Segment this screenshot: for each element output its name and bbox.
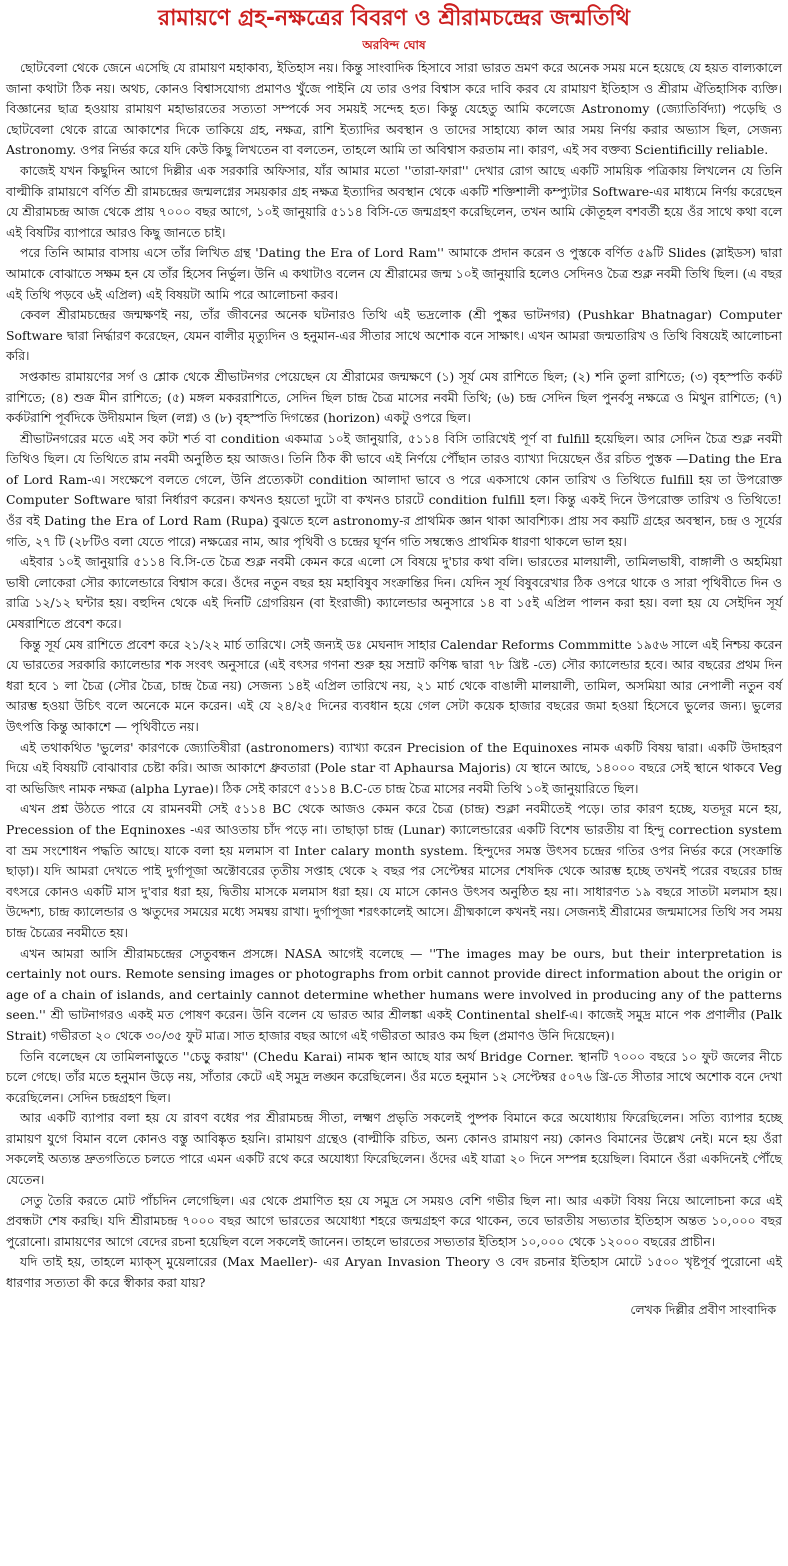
article-title: রামায়ণে গ্রহ-নক্ষত্রের বিবরণ ও শ্রীরামচন্দ্রের জন্মতিথি [158,6,630,31]
paragraph-9: এই তথাকথিত 'ভুলের' কারণকে জ্যোতিষীরা (astronomers) ব্যাখ্যা করেন Precision of the Equinoxes নামক একটি বিষয় দ্বারা। একটি উদাহরণ দিয়ে এই বিষয়টি বোঝাবার চেষ্টা করি। আজ আকাশে ধ্রুবতারা (Pole star বা Aphaursa Majoris) যে স্থানে আছে, ১৪০০০ বছরে সেই স্থানে থাকবে Veg বা অভিজিৎ নামক নক্ষত্র (alpha Lyrae)। ঠিক সেই কারণে ৫১১৪ B.C-তে চান্দ্র চৈত্র মাসের নবমী তিথি ১০ই জানুয়ারিতে ছিল। [6,739,782,796]
paragraph-10: এখন প্রশ্ন উঠতে পারে যে রামনবমী সেই ৫১১৪ BC থেকে আজও কেমন করে চৈত্র (চান্দ্র) শুক্লা নবমীতেই পড়ে। তার কারণ হচ্ছে, যতদূর মনে হয়, Precession of the Eqninoxes -এর আওতায় চাঁদ পড়ে না। তাছাড়া চান্দ্র (Lunar) ক্যালেন্ডারের একটি বিশেষ ভারতীয় বা হিন্দু correction system বা ভ্রম সংশোধন পদ্ধতি আছে। যাকে বলা হয় মলমাস বা Inter calary month system. হিন্দুদের সমস্ত উৎসব চন্দ্রের গতির ওপর নির্ভর করে (সংক্রান্তি ছাড়া)। যদি আমরা দেখতে পাই দুর্গাপূজা অক্টোবরের তৃতীয় সপ্তাহ থেকে ২ বছর পর সেপ্টেম্বর মাসের শেষদিক থেকে আরম্ভ হচ্ছে তখনই পরের বছরের চান্দ্র বৎসরে কোনও একটি মাস দু'বার ধরা হয়, দ্বিতীয় মাসকে মলমাস ধরা হয়। যে মাসে কোনও উৎসব অনুষ্ঠিত হয় না। সাধারণত ১৯ বছরে সাতটা মলমাস হয়। উদ্দেশ্য, চান্দ্র ক্যালেন্ডার ও ঋতুদের সময়ের মধ্যে সমন্বয় রাখা। দুর্গাপূজা শরৎকালেই আসে। গ্রীষ্মকালে কখনই নয়। সেজন্যই শ্রীরামের জন্মমাসের তিথি সব সময় চান্দ্র চৈত্রের নবমীতে হয়। [6,801,782,940]
paragraph-5: সপ্তকান্ড রামায়ণের সর্গ ও শ্লোক থেকে শ্রীভাটনগর পেয়েছেন যে শ্রীরামের জন্মক্ষণে (১) সূর্য মেষ রাশিতে ছিল; (২) শনি তুলা রাশিতে; (৩) বৃহস্পতি কর্কট রাশিতে; (৪) শুক্র মীন রাশিতে; (৫) মঙ্গল মকররাশিতে, সেদিন ছিল চান্দ্র চৈত্র মাসের নবমী তিথি; (৬) চন্দ্র সেদিন ছিল পুনর্বসু নক্ষত্রে ও মিথুন রাশিতে; (৭) কর্কটরাশি পূর্বদিকে উদীয়মান ছিল (লগ্ন) ও (৮) বৃহস্পতি দিগন্তের (horizon) একটু ওপরে ছিল। [6,368,783,426]
paragraph-11: এখন আমরা আসি শ্রীরামচন্দ্রের সেতুবন্ধন প্রসঙ্গে। NASA আগেই বলেছে — ''The images may be ours, but their interpretation is certainly not ours. Remote sensing images or photographs from orbit cannot provide direct information about the origin or age of a chain of islands, and certainly cannot determine whether humans were involved in producing any of the patterns seen.'' শ্রী ভাটনাগরও একই মত পোষণ করেন। উনি বলেন যে ভারত আর শ্রীলঙ্কা একই Continental shelf-এ। কাজেই সমুদ্র মানে পক প্রণালীর (Palk Strait) গভীরতা ২০ থেকে ৩০/৩৫ ফুট মাত্র। সাত হাজার বছর আগে এই গভীরতা আরও কম ছিল (প্রমাণও উনি দিয়েছেন)। [6,945,782,1043]
paragraph-12: তিনি বলেছেন যে তামিলনাড়ুতে ''চেড়ু করায়'' (Chedu Karai) নামক স্থান আছে যার অর্থ Bridge Corner. স্থানটি ৭০০০ বছরে ১০ ফুট জলের নীচে চলে গেছে। তাঁর মতে হনুমান উড়ে নয়, সাঁতার কেটে এই সমুদ্র লঙ্ঘন করেছিলেন। ওঁর মতে হনুমান ১২ সেপ্টেম্বর ৫০৭৬ খ্রি-তে সীতার সাথে অশোক বনে দেখা করেছিলেন। সেদিন চন্দ্রগ্রহণ ছিল। [6,1048,782,1105]
paragraph-7: এইবার ১০ই জানুয়ারি ৫১১৪ বি.সি-তে চৈত্র শুক্ল নবমী কেমন করে এলো সে বিষয়ে দু'চার কথা বলি। ভারতের মালয়ালী, তামিলভাষী, বাঙ্গালী ও অহমিয়া ভাষী লোকেরা সৌর ক্যালেন্ডারে বিশ্বাস করে। ওঁদের নতুন বছর হয় মহাবিষুব সংক্রান্তির দিন। যেদিন সূর্য বিষুবরেখার ঠিক ওপরে থাকে ও সারা পৃথিবীতে দিন ও রাত্রি ১২/১২ ঘন্টার হয়। বহুদিন থেকে এই দিনটি গ্রেগরিয়ন (বা ইংরাজী) ক্যালেন্ডার অনুসারে ১৪ বা ১৫ই এপ্রিল পালন করা হয়। বলা হয় যে সেইদিন সূর্য মেষরাশিতে প্রবেশ করে। [6,554,782,632]
paragraph-3: পরে তিনি আমার বাসায় এসে তাঁর লিখিত গ্রন্থ 'Dating the Era of Lord Ram'' আমাকে প্রদান করেন ও পুস্তকে বর্ণিত ৫৯টি Slides (স্লাইডস) দ্বারা আমাকে বোঝাতে সক্ষম হন যে তাঁর হিসেব নির্ভুল। উনি এ কথাটাও বলেন যে শ্রীরামের জন্ম ১০ই জানুয়ারি হলেও সেদিনও চৈত্র শুক্ল নবমী তিথি ছিল। (এ বছর এই তিথি পড়বে ৬ই এপ্রিল) এই বিষয়টা আমি পরে আলোচনা করব। [6,245,782,302]
paragraph-8: কিন্তু সূর্য মেষ রাশিতে প্রবেশ করে ২১/২২ মার্চ তারিখে। সেই জন্যই ডঃ মেঘনাদ সাহার Calendar Reforms Commmitte ১৯৫৬ সালে এই নিশ্চয় করেন যে ভারতের সরকারি ক্যালেন্ডার শক সংবৎ অনুসারে (এই বৎসর গণনা শুরু হয় সম্রাট কণিষ্ক দ্বারা ৭৮ খ্রিষ্ট -তে) সৌর ক্যালেন্ডার হবে। আর বছরের প্রথম দিন ধরা হবে ১ লা চৈত্র (সৌর চৈত্র, চান্দ্র চৈত্র নয়) সেজন্য ১৪ই এপ্রিল তারিখে নয়, ২১ মার্চ থেকে বাঙালী মালয়ালী, তামিল, অসমিয়া আর নেপালী নতুন বর্ষ আরম্ভ হওয়া উচিৎ বলে অনেকে মনে করেন। এই যে ২৪/২৫ দিনের ব্যবধান হয়ে গেল সেটা কয়েক হাজার বছরের জমা হওয়া হিসেবে ভুলের জন্য। ভুলের উৎপত্তি কিন্তু আকাশে — পৃথিবীতে নয়। [6,636,782,734]
paragraph-13: আর একটি ব্যাপার বলা হয় যে রাবণ বধের পর শ্রীরামচন্দ্র সীতা, লক্ষ্মণ প্রভৃতি সকলেই পুষ্পক বিমানে করে অযোধ্যায় ফিরেছিলেন। সত্যি ব্যাপার হচ্ছে রামায়ণ যুগে বিমান বলে কোনও বস্তু আবিষ্কৃত হয়নি। রামায়ণ গ্রন্থেও (বাল্মীকি রচিত, অন্য কোনও রামায়ণ নয়) কোনও বিমানের উল্লেখ নেই। মনে হয় ওঁরা সকলেই অত্যন্ত দ্রুতগতিতে চলতে পারে এমন একটি রথে করে অযোধ্যা ফিরেছিলেন। ওঁদের এই যাত্রা ২০ দিনে সম্পন্ন হয়েছিল। বিমানে ওঁরা একদিনেই পৌঁছে যেতেন। [6,1110,782,1188]
paragraph-4: কেবল শ্রীরামচন্দ্রের জন্মক্ষণই নয়, তাঁর জীবনের অনেক ঘটনারও তিথি এই ভদ্রলোক (শ্রী পুষ্কর ভাটনগর) (Pushkar Bhatnagar) Computer Software দ্বারা নির্দ্ধারণ করেছেন, যেমন বালীর মৃত্যুদিন ও হনুমান-এর সীতার সাথে অশোক বনে সাক্ষাৎ। এখন আমরা জন্মতারিখ ও তিথি বিষয়েই আলোচনা করি। [6,307,782,364]
author-signature-line: লেখক দিল্লীর প্রবীণ সাংবাদিক [630,1301,776,1317]
article-author: অরবিন্দ ঘোষ [362,38,426,52]
paragraph-15: যদি তাই হয়, তাহলে ম্যাক্স্ মুয়েলারের (Max Maeller)- এর Aryan Invasion Theory ও বেদ রচনার ইতিহাস মোটে ১৫০০ খৃষ্টপূর্ব পুরোনো এই ধারণার সত্যতা কী করে স্বীকার করা যায়? [6,1254,782,1291]
paragraph-14: সেতু তৈরি করতে মোট পাঁচদিন লেগেছিল। এর থেকে প্রমাণিত হয় যে সমুদ্র সে সময়ও বেশি গভীর ছিল না। আর একটা বিষয় নিয়ে আলোচনা করে এই প্রবন্ধটা শেষ করছি। যদি শ্রীরামচন্দ্র ৭০০০ বছর আগে ভারতের অযোধ্যা শহরে জন্মগ্রহণ করে থাকেন, তবে ভারতীয় সভ্যতার ইতিহাস অন্তত ১০,০০০ বছর পুরোনো। রামায়ণের আগে বেদের রচনা হয়েছিল বলে সকলেই জানেন। তাহলে ভারতের সভ্যতার ইতিহাস ১০,০০০ থেকে ১২০০০ বছরের প্রাচীন। [6,1192,782,1249]
paragraph-6: শ্রীভাটনগরের মতে এই সব কটা শর্ত বা condition একমাত্র ১০ই জানুয়ারি, ৫১১৪ বিসি তারিখেই পূর্ণ বা fulfill হয়েছিল। আর সেদিন চৈত্র শুক্ল নবমী তিথিও ছিল। যে তিথিতে রাম নবমী অনুষ্ঠিত হয় আজও। তিনি ঠিক কী ভাবে এই নির্ণয়ে পৌঁছান তারও ব্যাখ্যা দিয়েছেন ওঁর রচিত পুস্তক —Dating the Era of Lord Ram-এ। সংক্ষেপে বলতে গেলে, উনি প্রত্যেকটা condition আলাদা ভাবে ও পরে একসাথে কোন তারিখ ও তিথিতে fulfill হয় তা উপরোক্ত Computer Software দ্বারা নির্ধারণ করেন। কখনও হয়তো দুটো বা কখনও চারটে condition fulfill হল। কিন্তু একই দিনে উপরোক্ত তারিখ ও তিথিতে! ওঁর বই Dating the Era of Lord Ram (Rupa) বুঝতে হলে astronomy-র প্রাথমিক জ্ঞান থাকা আবশ্যিক। প্রায় সব কয়টি গ্রহের অবস্থান, চন্দ্র ও সূর্যের গতি, ২৭ টি (২৮টিও বলা যেতে পারে) নক্ষত্রের নাম, আর পৃথিবী ও চন্দ্রের ঘূর্ণন গতি সম্বন্ধেও প্রাথমিক ধারণা থাকলে ভাল হয়। [6,430,782,549]
article-body [6,58,782,1294]
paragraph-1: ছোটবেলা থেকে জেনে এসেছি যে রামায়ণ মহাকাব্য, ইতিহাস নয়। কিন্তু সাংবাদিক হিসাবে সারা ভারত ভ্রমণ করে অনেক সময় মনে হয়েছে যে হয়ত বাল্যকালে জানা কথাটা ঠিক নয়। অথচ, কোনও বিশ্বাসযোগ্য প্রমাণও খুঁজে পাইনি যে তার ওপর বিশ্বাস করে দাবি করব যে রামায়ণ ইতিহাস ও শ্রীরাম ঐতিহাসিক ব্যক্তি। বিজ্ঞানের ছাত্র হওয়ায় রামায়ণ মহাভারতের সত্যতা সম্পর্কে সব সময়ই সন্দেহ হত। কিন্তু যেহেতু আমি কলেজে Astronomy (জ্যোতির্বিদ্যা) পড়েছি ও ছোটবেলা থেকে রাত্রে আকাশের দিকে তাকিয়ে গ্রহ, নক্ষত্র, রাশি ইত্যাদির অবস্থান ও তাদের সাহায্যে কাল আর সময় নির্ণয় করার অভ্যাস ছিল, সেজন্য Astronomy. ওপর নির্ভর করে যদি কেউ কিছু লিখতেন বা বলতেন, তাহলে আমি তা অবিশ্বাস করতাম না। কারণ, এই সব বক্তব্য Scientificilly reliable. [6,60,782,158]
paragraph-2: কাজেই যখন কিছুদিন আগে দিল্লীর এক সরকারি অফিসার, যাঁর আমার মতো ''তারা-ফারা'' দেখার রোগ আছে একটি সাময়িক পত্রিকায় লিখলেন যে তিনি বাল্মীকি রামায়ণে বর্ণিত শ্রী রামচন্দ্রের জন্মলগ্নের সময়কার গ্রহ নক্ষত্র ইত্যাদির অবস্থান থেকে একটি শক্তিশালী কম্প্যুটার Software-এর মাধ্যমে নির্ণয় করেছেন যে শ্রীরামচন্দ্র আজ থেকে প্রায় ৭০০০ বছর আগে, ১০ই জানুয়ারি ৫১১৪ বিসি-তে জন্মগ্রহণ করেছিলেন, তখন আমি কৌতূহল বশবর্তী হয়ে ওঁর সাথে কথা বলে এই বিষটির ব্যাপারে আরও কিছু জানতে চাই। [6,162,782,240]
